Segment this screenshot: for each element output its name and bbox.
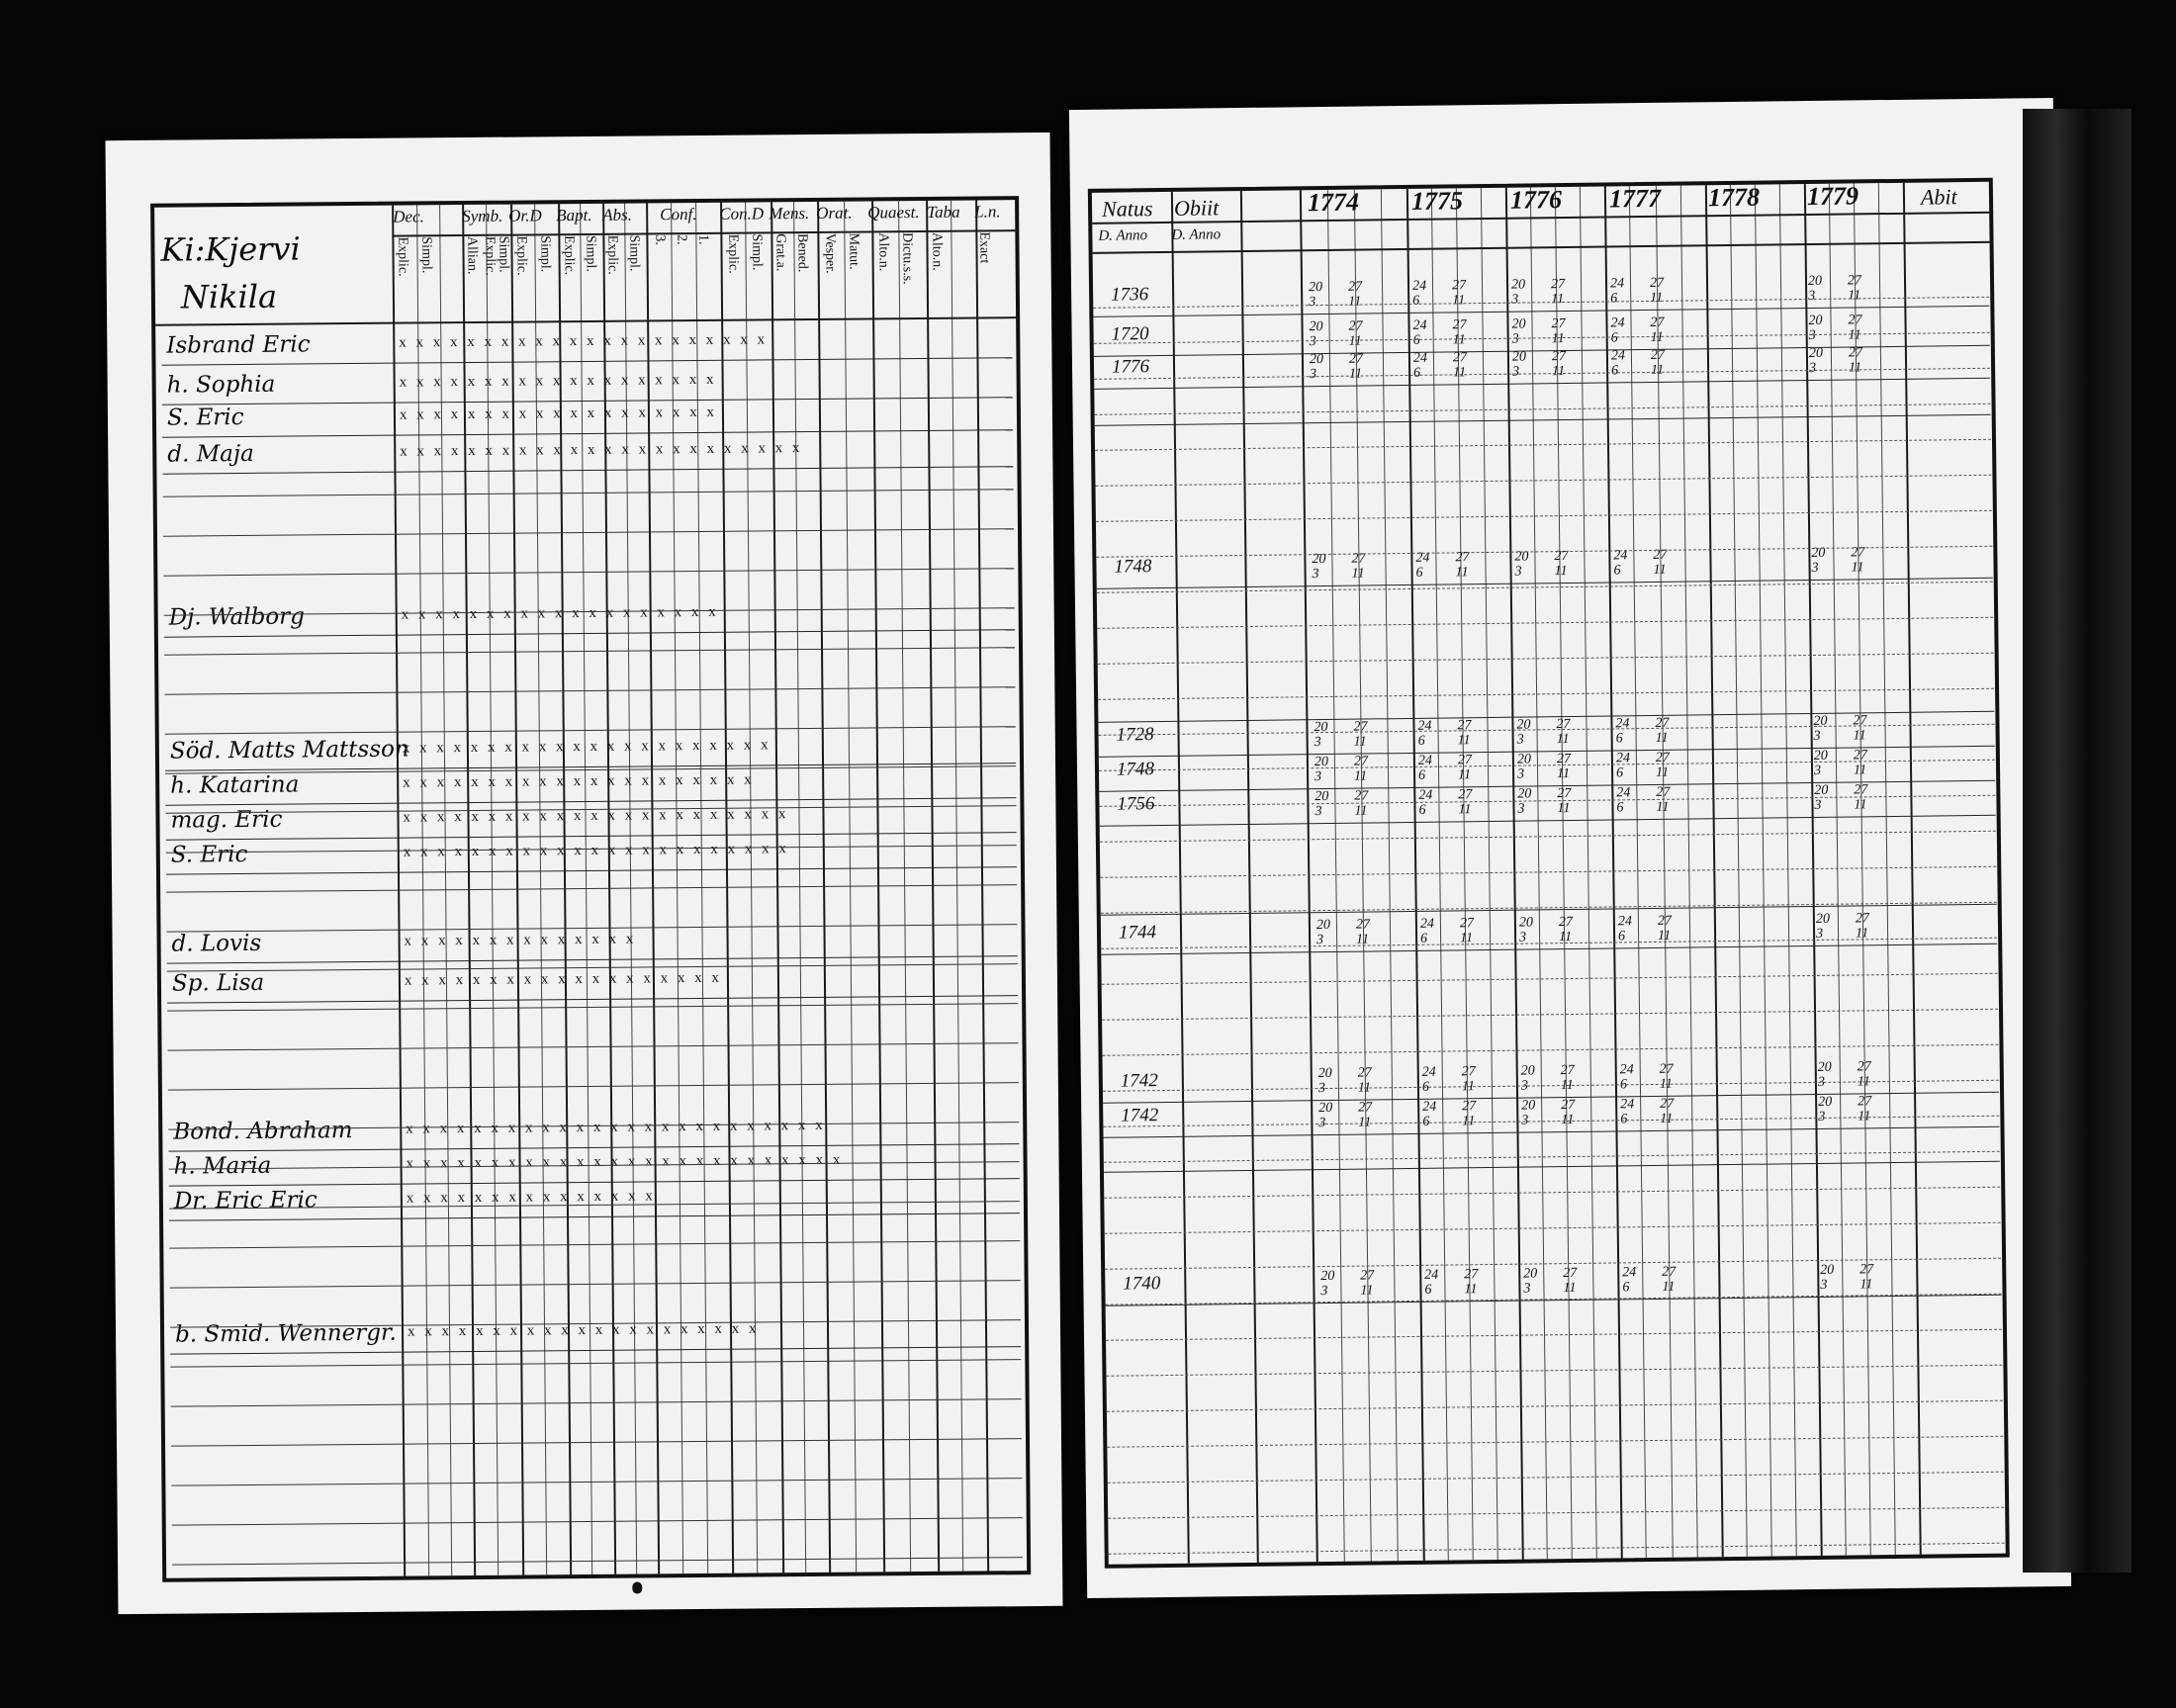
communion-date: 24 6 — [1622, 1265, 1637, 1296]
communion-date: 24 6 — [1617, 914, 1633, 944]
communion-date: 27 11 — [1662, 1264, 1677, 1295]
sub-hdr: Dictu.s.s. — [899, 232, 915, 285]
sub-hdr: Simpl. — [749, 233, 765, 271]
communion-date: 24 6 — [1421, 1064, 1436, 1095]
examination-marks: x x x x x x x x x x x x x x x x x x x x x x x x x x — [406, 1151, 844, 1172]
hdr-orat: Orat. — [816, 203, 853, 223]
communion-date: 24 6 — [1412, 350, 1428, 381]
sub-hdr: Alto.n. — [875, 232, 891, 272]
communion-date: 20 3 — [1818, 1094, 1833, 1124]
hdr-conf: Conf. — [660, 204, 697, 225]
communion-date: 27 11 — [1851, 545, 1865, 576]
examination-marks: x x x x x x x x x x x x x x — [404, 931, 637, 949]
person-name: h. Sophia — [166, 371, 276, 399]
hdr-abs: Abs. — [602, 205, 633, 225]
year-1775: 1775 — [1410, 186, 1464, 216]
communion-date: 27 11 — [1462, 1099, 1477, 1129]
person-name: Dr. Eric Eric — [173, 1187, 317, 1214]
communion-date: 27 11 — [1556, 716, 1571, 748]
communion-date: 20 3 — [1312, 551, 1326, 583]
communion-date: 20 3 — [1808, 313, 1823, 344]
year-1774: 1774 — [1307, 187, 1360, 218]
communion-date: 27 11 — [1358, 1100, 1373, 1130]
sub-hdr: Matut. — [846, 232, 861, 270]
communion-date: 24 6 — [1412, 317, 1427, 348]
communion-date: 20 3 — [1518, 915, 1534, 945]
hdr-dec: Dec. — [393, 207, 424, 226]
communion-date: 27 11 — [1558, 914, 1574, 945]
sub-hdr: 3. — [652, 234, 668, 245]
sub-hdr: Explic. — [725, 233, 741, 274]
hdr-symb: Symb. — [462, 206, 503, 226]
communion-date: 20 3 — [1511, 349, 1527, 380]
sub-hdr: Simpl. — [418, 236, 434, 274]
communion-date: 24 6 — [1609, 276, 1625, 307]
natus-year: 1740 — [1123, 1273, 1161, 1295]
communion-date: 20 3 — [1318, 1100, 1333, 1131]
communion-date: 27 11 — [1557, 785, 1572, 817]
communion-date: 27 11 — [1650, 347, 1666, 378]
person-name: Sp. Lisa — [171, 969, 265, 997]
communion-date: 27 11 — [1857, 1059, 1871, 1090]
communion-date: 20 3 — [1814, 782, 1829, 813]
communion-date: 27 11 — [1561, 1097, 1576, 1128]
person-name: Dj. Walborg — [168, 603, 306, 631]
communion-date: 20 3 — [1309, 319, 1323, 350]
communion-date: 20 3 — [1813, 748, 1828, 778]
communion-date: 27 11 — [1859, 1262, 1874, 1293]
communion-date: 27 11 — [1550, 277, 1566, 308]
communion-date: 27 11 — [1459, 916, 1475, 946]
sub-hdr: Bened. — [794, 232, 810, 273]
communion-date: 24 6 — [1418, 787, 1433, 818]
communion-date: 20 3 — [1516, 717, 1531, 748]
book-edge — [2023, 109, 2131, 1573]
natus-year: 1736 — [1111, 284, 1149, 306]
examination-marks: x x x x x x x x x x x x x x x x x x x x x — [407, 1320, 760, 1340]
natus-year: 1742 — [1120, 1070, 1158, 1092]
sub-hdr: Explic. — [604, 234, 620, 275]
communion-date: 27 11 — [1348, 318, 1363, 349]
communion-date: 24 6 — [1422, 1099, 1437, 1129]
communion-date: 24 6 — [1613, 548, 1628, 579]
communion-date: 24 6 — [1620, 1097, 1635, 1127]
communion-date: 27 11 — [1655, 750, 1670, 780]
communion-date: 27 11 — [1464, 1267, 1479, 1298]
communion-date: 24 6 — [1424, 1267, 1439, 1298]
communion-date: 27 11 — [1653, 547, 1668, 578]
hdr-natus-sub: D. Anno — [1098, 227, 1148, 244]
communion-date: 27 11 — [1853, 748, 1867, 778]
left-page — [106, 133, 1063, 1614]
hdr-abit: Abit — [1920, 184, 1957, 210]
sub-hdr: Grat.a. — [772, 233, 788, 272]
communion-date: 20 3 — [1315, 917, 1331, 948]
communion-date: 27 11 — [1353, 754, 1369, 784]
communion-date: 27 11 — [1848, 313, 1862, 343]
examination-marks: x x x x x x x x x x x x x x x x x x x — [404, 969, 722, 989]
hdr-natus: Natus — [1101, 196, 1153, 222]
sub-hdr: Vesper. — [822, 232, 838, 274]
person-name: d. Maja — [167, 440, 254, 468]
year-1779: 1779 — [1806, 181, 1859, 212]
person-name: h. Katarina — [170, 771, 300, 799]
examination-marks: x x x x x x x x x x x x x x x x x x x x x x — [399, 331, 769, 351]
communion-date: 24 6 — [1415, 550, 1430, 581]
person-name: Söd. Matts Mattsson — [169, 736, 409, 764]
sub-hdr: Alto.n. — [929, 231, 945, 271]
communion-date: 20 3 — [1807, 273, 1823, 305]
examination-marks: x x x x x x x x x x x x x x x x x x x x x x x x — [400, 440, 803, 460]
communion-date: 20 3 — [1314, 754, 1329, 785]
communion-date: 24 6 — [1615, 751, 1630, 781]
communion-date: 27 11 — [1458, 787, 1473, 818]
hdr-obiit-sub: D. Anno — [1171, 226, 1222, 243]
communion-date: 20 3 — [1309, 352, 1324, 383]
communion-date: 20 3 — [1517, 786, 1532, 817]
communion-date: 27 11 — [1348, 351, 1364, 382]
hdr-mens: Mens. — [769, 203, 810, 224]
natus-year: 1748 — [1116, 759, 1155, 780]
hdr-ln: L.n. — [974, 202, 1001, 222]
village-name: Ki:Kjervi — [160, 229, 301, 269]
sub-hdr: Explic. — [513, 235, 529, 276]
communion-date: 20 3 — [1320, 1268, 1335, 1300]
communion-date: 27 11 — [1355, 917, 1371, 947]
examination-marks: x x x x x x x x x x x x x x x x x x x — [401, 603, 719, 623]
natus-year: 1756 — [1117, 793, 1155, 815]
sub-hdr: Simpl. — [496, 235, 511, 273]
binding-hole — [632, 1582, 642, 1594]
sub-hdr: Explic. — [561, 235, 577, 276]
person-name: Bond. Abraham — [173, 1118, 353, 1145]
hdr-bapt: Bapt. — [556, 205, 592, 225]
communion-date: 27 11 — [1659, 1061, 1674, 1092]
communion-date: 27 11 — [1551, 316, 1566, 347]
communion-date: 27 11 — [1353, 719, 1368, 750]
communion-date: 27 11 — [1554, 549, 1569, 580]
sub-hdr: Exact — [976, 231, 992, 264]
person-name: S. Eric — [170, 841, 248, 868]
communion-date: 24 6 — [1616, 785, 1631, 816]
sub-hdr: Explic. — [395, 236, 410, 277]
person-name: d. Lovis — [171, 930, 262, 957]
communion-date: 24 6 — [1619, 1062, 1634, 1093]
hdr-taba: Taba — [927, 202, 960, 222]
communion-date: 27 11 — [1655, 715, 1670, 746]
communion-date: 20 3 — [1820, 1262, 1835, 1293]
communion-date: 20 3 — [1813, 713, 1828, 744]
communion-date: 20 3 — [1308, 280, 1323, 311]
communion-date: 24 6 — [1417, 718, 1432, 749]
communion-date: 20 3 — [1817, 1059, 1832, 1090]
natus-year: 1776 — [1111, 356, 1150, 378]
communion-date: 27 11 — [1848, 345, 1862, 376]
examination-marks: x x x x x x x x x x x x x x x — [406, 1188, 656, 1207]
examination-marks: x x x x x x x x x x x x x x x x x x x x x x — [402, 737, 771, 757]
communion-date: 20 3 — [1815, 911, 1830, 942]
sub-hdr: Allian. — [464, 235, 480, 275]
year-1776: 1776 — [1509, 185, 1563, 215]
communion-date: 27 11 — [1452, 317, 1467, 348]
communion-date: 20 3 — [1317, 1065, 1332, 1097]
communion-date: 27 11 — [1457, 718, 1472, 749]
communion-date: 24 6 — [1610, 315, 1625, 346]
communion-date: 24 6 — [1615, 716, 1630, 747]
communion-date: 27 11 — [1858, 1094, 1872, 1124]
hdr-cond: Con.D — [719, 204, 765, 224]
communion-date: 20 3 — [1523, 1266, 1538, 1297]
hdr-obiit: Obiit — [1173, 195, 1220, 221]
natus-year: 1720 — [1111, 323, 1149, 345]
communion-date: 27 11 — [1451, 278, 1467, 309]
year-1778: 1778 — [1707, 182, 1761, 213]
communion-date: 20 3 — [1808, 345, 1824, 377]
communion-date: 27 11 — [1660, 1096, 1675, 1126]
person-name: Isbrand Eric — [166, 331, 311, 359]
natus-year: 1742 — [1121, 1105, 1159, 1126]
communion-date: 27 11 — [1650, 315, 1665, 345]
communion-date: 27 11 — [1560, 1062, 1575, 1094]
person-name: h. Maria — [173, 1152, 272, 1180]
communion-date: 24 6 — [1417, 753, 1433, 783]
communion-date: 20 3 — [1511, 316, 1526, 347]
natus-year: 1728 — [1116, 724, 1154, 746]
examination-marks: x x x x x x x x x x x x x x x x x x x — [399, 404, 718, 423]
communion-date: 20 3 — [1516, 752, 1531, 782]
sub-hdr: 1. — [695, 233, 711, 245]
communion-date: 27 11 — [1563, 1265, 1578, 1297]
communion-date: 27 11 — [1457, 753, 1472, 783]
communion-date: 27 11 — [1455, 550, 1470, 581]
sub-hdr: Simpl. — [626, 234, 642, 272]
sub-hdr: Simpl. — [537, 235, 553, 273]
farm-name: Nikila — [180, 277, 278, 316]
communion-date: 27 11 — [1357, 1065, 1372, 1096]
communion-date: 27 11 — [1854, 782, 1868, 813]
communion-date: 27 11 — [1656, 784, 1671, 815]
examination-marks: x x x x x x x x x x x x x x x x x x x x x x x — [403, 841, 789, 860]
person-name: S. Eric — [166, 404, 244, 431]
communion-date: 20 3 — [1510, 277, 1526, 308]
communion-date: 20 3 — [1315, 788, 1329, 820]
communion-date: 27 11 — [1855, 911, 1869, 942]
communion-date: 24 6 — [1610, 348, 1626, 379]
communion-date: 24 6 — [1419, 916, 1435, 946]
communion-date: 20 3 — [1314, 719, 1328, 751]
hdr-quaest: Quaest. — [867, 203, 920, 223]
sub-hdr: Simpl. — [583, 234, 598, 272]
communion-date: 27 11 — [1657, 913, 1673, 944]
examination-marks: x x x x x x x x x x x x x x x x x x x — [399, 371, 717, 391]
person-name: b. Smid. Wennergr. — [174, 1319, 397, 1348]
communion-date: 20 3 — [1521, 1098, 1536, 1128]
communion-date: 27 11 — [1853, 713, 1867, 744]
communion-date: 27 11 — [1649, 275, 1665, 306]
examination-marks: x x x x x x x x x x x x x x x x x x x x x x x — [403, 806, 789, 826]
communion-date: 27 11 — [1351, 551, 1366, 582]
communion-date: 27 11 — [1551, 349, 1567, 380]
natus-year: 1744 — [1118, 922, 1157, 944]
natus-year: 1748 — [1114, 556, 1152, 578]
communion-date: 27 11 — [1452, 350, 1468, 381]
sub-hdr: Explic. — [482, 235, 498, 276]
sub-hdr: 2. — [674, 234, 689, 245]
year-1777: 1777 — [1608, 183, 1662, 214]
right-page — [1069, 98, 2071, 1598]
communion-date: 20 3 — [1514, 549, 1529, 580]
communion-date: 27 11 — [1360, 1268, 1375, 1299]
communion-date: 27 11 — [1354, 788, 1369, 819]
person-name: mag. Eric — [170, 806, 283, 834]
communion-date: 27 11 — [1847, 273, 1862, 304]
hdr-ord: Or.D — [508, 206, 542, 225]
communion-date: 27 11 — [1556, 751, 1571, 782]
communion-date: 20 3 — [1520, 1063, 1535, 1094]
examination-marks: x x x x x x x x x x x x x x x x x x x x x x x x x — [406, 1117, 826, 1137]
communion-date: 27 11 — [1461, 1064, 1476, 1095]
communion-date: 27 11 — [1347, 279, 1363, 310]
examination-marks: x x x x x x x x x x x x x x x x x x x x x — [403, 771, 755, 791]
communion-date: 24 6 — [1411, 278, 1427, 309]
communion-date: 20 3 — [1811, 545, 1826, 576]
